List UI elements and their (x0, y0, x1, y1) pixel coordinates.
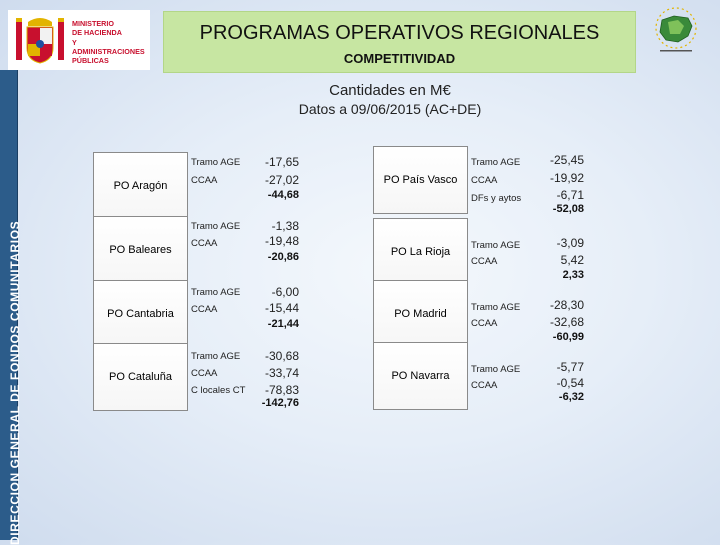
program-name: PO Cantabria (93, 280, 188, 348)
program-name: PO Aragón (93, 152, 188, 220)
program-name: PO Baleares (93, 216, 188, 284)
row-label: CCAA (191, 304, 218, 315)
row-value: -0,54 (556, 376, 584, 390)
slide-header (163, 11, 636, 73)
row-value: -30,68 (264, 349, 299, 363)
row-label: CCAA (471, 256, 498, 267)
row-value: -27,02 (264, 173, 299, 187)
sidebar-band (0, 70, 22, 545)
page-title: PROGRAMAS OPERATIVOS REGIONALES (199, 22, 600, 44)
row-value: -25,45 (549, 153, 584, 167)
program-total: 2,33 (562, 269, 584, 281)
row-value: -6,00 (271, 285, 299, 299)
row-value: -32,68 (549, 315, 584, 329)
program-total: -60,99 (552, 331, 584, 343)
sidebar-label: DIRECCION GENERAL DE FONDOS COMUNITARIOS (8, 220, 22, 545)
row-label: Tramo AGE (191, 287, 241, 298)
date-caption: Datos a 09/06/2015 (AC+DE) (298, 101, 482, 117)
ministry-logo (8, 10, 150, 70)
row-label: CCAA (191, 175, 218, 186)
row-label: Tramo AGE (471, 364, 521, 375)
program-name: PO Navarra (373, 342, 468, 410)
row-label: C locales CT (191, 385, 246, 396)
row-value: -19,92 (549, 171, 584, 185)
row-label: Tramo AGE (191, 351, 241, 362)
row-label: CCAA (471, 175, 498, 186)
row-label: Tramo AGE (191, 221, 241, 232)
program-total: -44,68 (267, 189, 299, 201)
program-name: PO País Vasco (373, 146, 468, 214)
row-label: Tramo AGE (471, 302, 521, 313)
row-label: CCAA (471, 380, 498, 391)
row-value: -28,30 (549, 298, 584, 312)
row-value: -1,38 (271, 219, 299, 233)
row-label: Tramo AGE (471, 240, 521, 251)
program-values (468, 146, 588, 214)
row-value: -5,77 (556, 360, 584, 374)
program-total: -6,32 (558, 391, 584, 403)
program-values (188, 343, 303, 411)
program-values (468, 218, 588, 286)
row-value: -33,74 (264, 366, 299, 380)
row-value: -6,71 (556, 188, 584, 202)
program-total: -21,44 (267, 318, 299, 330)
row-label: CCAA (191, 238, 218, 249)
program-values (188, 152, 303, 220)
ministry-line: DE HACIENDA (72, 28, 122, 38)
row-label: CCAA (471, 318, 498, 329)
row-value: -17,65 (264, 155, 299, 169)
page-subtitle: COMPETITIVIDAD (343, 51, 456, 66)
program-values (468, 342, 588, 410)
program-values (188, 216, 303, 284)
program-total: -20,86 (267, 251, 299, 263)
row-value: -78,83 (264, 383, 299, 397)
ministry-line: Y ADMINISTRACIONES (72, 37, 145, 56)
program-values (188, 280, 303, 348)
ministry-line: PÚBLICAS (72, 56, 109, 66)
ministry-name (72, 19, 150, 65)
row-label: Tramo AGE (191, 157, 241, 168)
program-values (468, 280, 588, 348)
row-label: CCAA (191, 368, 218, 379)
program-total: -52,08 (552, 203, 584, 215)
row-value: -15,44 (264, 301, 299, 315)
program-name: PO La Rioja (373, 218, 468, 286)
amounts-caption: Cantidades en M€ (329, 82, 451, 99)
spain-map-logo-icon (648, 4, 704, 60)
program-total: -142,76 (261, 397, 299, 409)
row-value: -19,48 (264, 234, 299, 248)
program-name: PO Cataluña (93, 343, 188, 411)
program-name: PO Madrid (373, 280, 468, 348)
row-label: DFs y aytos (471, 193, 522, 204)
coat-of-arms-icon (14, 14, 66, 66)
row-label: Tramo AGE (471, 157, 521, 168)
row-value: 5,42 (560, 253, 584, 267)
ministry-line: MINISTERIO (72, 19, 114, 28)
row-value: -3,09 (556, 236, 584, 250)
